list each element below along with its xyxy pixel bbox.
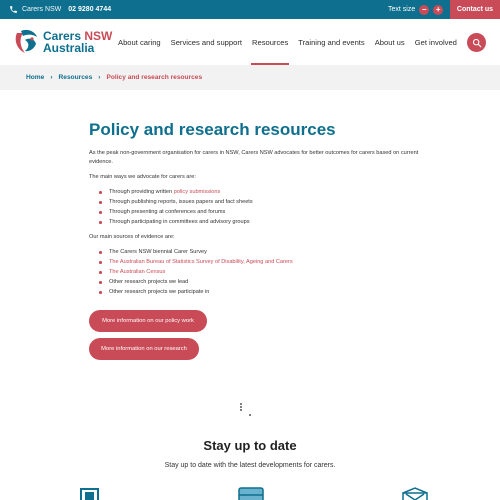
logo-text-nsw: NSW bbox=[84, 29, 113, 43]
envelope-icon bbox=[402, 487, 428, 500]
carers-nsw-logo[interactable] bbox=[13, 27, 113, 57]
list-item-text: Other research projects we lead bbox=[109, 279, 189, 285]
evidence-heading: Our main sources of evidence are: bbox=[89, 234, 175, 240]
list-item bbox=[109, 277, 419, 287]
phone-number[interactable]: 02 9280 4744 bbox=[68, 6, 112, 13]
spinner-dot bbox=[240, 409, 242, 411]
main-nav bbox=[113, 19, 462, 65]
page-title: Policy and research resources bbox=[89, 120, 336, 139]
breadcrumb-separator: › bbox=[98, 74, 101, 81]
list-item-text: The Carers NSW biennial Carer Survey bbox=[109, 249, 207, 255]
intro-paragraph: As the peak non-government organisation for carers in NSW, Carers NSW advocates for better outcomes for carers based on current evidence. bbox=[89, 150, 419, 165]
loading-spinner-icon bbox=[237, 402, 253, 418]
list-item bbox=[109, 247, 419, 257]
document-icon bbox=[79, 487, 101, 500]
advocate-list bbox=[89, 187, 419, 227]
breadcrumb bbox=[0, 65, 500, 90]
contact-us-button[interactable]: Contact us bbox=[450, 0, 500, 19]
list-item-link[interactable]: The Australian Census bbox=[109, 269, 166, 275]
logo-text-carers: Carers bbox=[43, 29, 85, 43]
phone-org-label: Carers NSW bbox=[22, 6, 62, 13]
nav-item-about-us[interactable]: About us bbox=[374, 37, 405, 47]
spinner-dot bbox=[249, 414, 251, 416]
card-icon bbox=[238, 487, 264, 500]
spinner-dot bbox=[240, 406, 242, 408]
list-item-text: Through providing written bbox=[109, 189, 174, 195]
text-size-increase-button[interactable]: + bbox=[433, 5, 443, 15]
list-item-text: Through presenting at conferences and forums bbox=[109, 209, 226, 215]
search-button[interactable] bbox=[467, 33, 486, 52]
evidence-list bbox=[89, 247, 419, 297]
breadcrumb-current: Policy and research resources bbox=[106, 74, 203, 81]
list-item-text: Through participating in committees and advisory groups bbox=[109, 219, 250, 225]
nav-item-about-caring[interactable]: About caring bbox=[118, 37, 161, 47]
search-icon bbox=[472, 38, 482, 48]
spinner-dot bbox=[240, 403, 242, 405]
text-size-decrease-button[interactable]: − bbox=[419, 5, 429, 15]
list-item bbox=[109, 287, 419, 297]
list-item-link[interactable]: policy submissions bbox=[173, 189, 221, 195]
stay-up-to-date-subtitle: Stay up to date with the latest developments for carers. bbox=[164, 462, 336, 469]
breadcrumb-home[interactable]: Home bbox=[26, 74, 45, 81]
phone-contact[interactable] bbox=[9, 0, 111, 19]
logo-text-line2: Australia bbox=[43, 41, 95, 55]
text-size-label: Text size bbox=[388, 6, 416, 13]
nav-item-get-involved[interactable]: Get involved bbox=[414, 37, 457, 47]
list-item[interactable] bbox=[109, 187, 419, 197]
top-bar bbox=[0, 0, 500, 19]
main-content bbox=[89, 120, 419, 297]
list-item bbox=[109, 207, 419, 217]
breadcrumb-resources[interactable]: Resources bbox=[58, 74, 93, 81]
advocate-heading: The main ways we advocate for carers are: bbox=[89, 174, 196, 180]
list-item[interactable] bbox=[109, 267, 419, 277]
list-item-link[interactable]: The Australian Bureau of Statistics Survey of Disability, Ageing and Carers bbox=[109, 259, 293, 265]
list-item bbox=[109, 217, 419, 227]
nav-item-training-and-events[interactable]: Training and events bbox=[298, 37, 365, 47]
stay-up-to-date-heading: Stay up to date bbox=[203, 438, 297, 453]
site-header bbox=[0, 19, 500, 65]
research-button[interactable]: More information on our research bbox=[89, 338, 199, 360]
list-item[interactable] bbox=[109, 257, 419, 267]
logo-mark-icon bbox=[13, 27, 41, 57]
text-size-control bbox=[388, 0, 443, 19]
nav-item-services-and-support[interactable]: Services and support bbox=[170, 37, 242, 47]
phone-icon bbox=[9, 5, 18, 14]
list-item-text: Through publishing reports, issues papers and fact sheets bbox=[109, 199, 253, 205]
list-item-text: Other research projects we participate in bbox=[109, 289, 210, 295]
policy-work-button[interactable]: More information on our policy work bbox=[89, 310, 207, 332]
list-item bbox=[109, 197, 419, 207]
nav-item-resources[interactable]: Resources bbox=[247, 19, 293, 65]
breadcrumb-separator: › bbox=[50, 74, 53, 81]
